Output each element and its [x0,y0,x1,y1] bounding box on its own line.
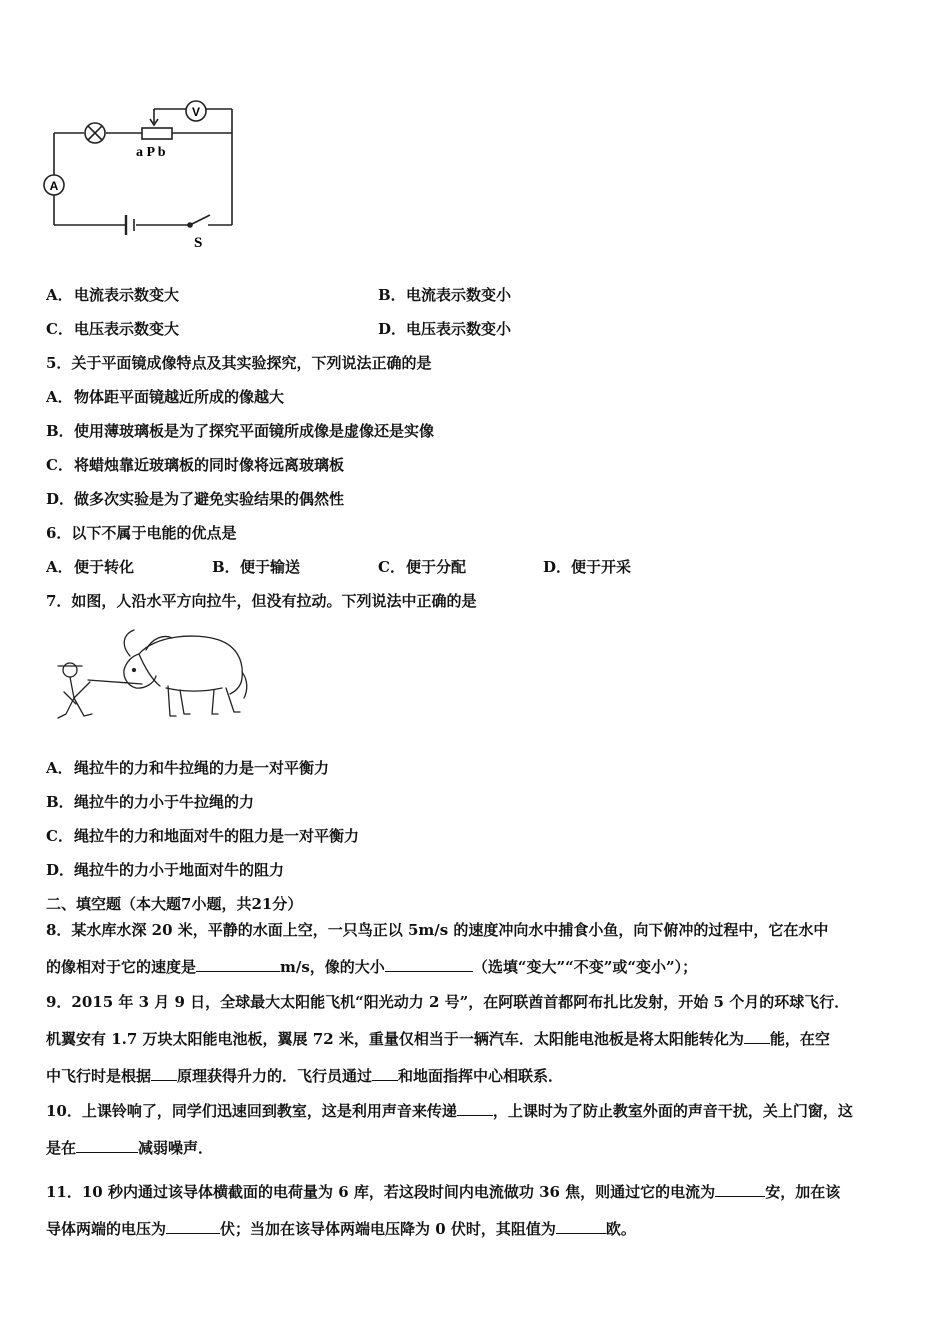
q6-option-b: B．便于输送 [212,558,301,576]
q9-blank-2[interactable] [151,1066,177,1081]
ammeter-label: A [49,179,59,193]
q5-stem: 5．关于平面镜成像特点及其实验探究，下列说法正确的是 [46,354,432,372]
q11-blank-3[interactable] [556,1219,606,1234]
q4-option-c: C．电压表示数变大 [46,320,180,338]
q7-option-d: D．绳拉牛的力小于地面对牛的阻力 [46,861,285,879]
q9-blank-1[interactable] [744,1029,770,1044]
q11-blank-1[interactable] [715,1182,765,1197]
q9-line3: 中飞行时是根据 原理获得升力的．飞行员通过 和地面指挥中心相联系． [46,1067,564,1085]
q8-blank-1[interactable] [196,957,280,972]
q5-option-d: D．做多次实验是为了避免实验结果的偶然性 [46,490,345,508]
q7-option-c: C．绳拉牛的力和地面对牛的阻力是一对平衡力 [46,827,360,845]
q9-line1: 9．2015 年 3 月 9 日，全球最大太阳能飞机“阳光动力 2 号”，在阿联酋首都阿布扎比发射，开始 5 个月的环球飞行． [46,993,850,1011]
q10-blank-2[interactable] [76,1138,138,1153]
q11-blank-2[interactable] [166,1219,220,1234]
q4-option-a: A．电流表示数变大 [46,286,180,304]
q8-blank-2[interactable] [385,957,473,972]
q7-option-a: A．绳拉牛的力和牛拉绳的力是一对平衡力 [46,759,330,777]
q7-option-b: B．绳拉牛的力小于牛拉绳的力 [46,793,255,811]
switch-label: S [194,235,203,251]
q9-line2: 机翼安有 1.7 万块太阳能电池板，翼展 72 米，重量仅相当于一辆汽车．太阳能电池板是将太阳能转化为 能，在空 [46,1030,830,1048]
q4-option-d: D．电压表示数变小 [378,320,512,338]
q10-line1: 10．上课铃响了，同学们迅速回到教室，这是利用声音来传递 ，上课时为了防止教室外面的声音干扰，关上门窗，这 [46,1102,853,1120]
q10-blank-1[interactable] [457,1101,493,1116]
q11-line1: 11．10 秒内通过该导体横截面的电荷量为 6 库，若这段时间内电流做功 36 焦，则通过它的电流为 安，加在该 [46,1183,841,1201]
section-title: 二、填空题（本大题7小题，共21分） [46,895,303,913]
q6-option-a: A．便于转化 [46,558,135,576]
q5-option-a: A．物体距平面镜越近所成的像越大 [46,388,285,406]
voltmeter-label: V [191,105,201,119]
circuit-diagram [40,95,240,255]
q7-stem: 7．如图，人沿水平方向拉牛，但没有拉动。下列说法中正确的是 [46,592,477,610]
q6-stem: 6．以下不属于电能的优点是 [46,524,237,542]
q5-option-b: B．使用薄玻璃板是为了探究平面镜所成像是虚像还是实像 [46,422,435,440]
q5-option-c: C．将蜡烛靠近玻璃板的同时像将远离玻璃板 [46,456,345,474]
q6-option-c: C．便于分配 [378,558,467,576]
q11-line2: 导体两端的电压为 伏；当加在该导体两端电压降为 0 伏时，其阻值为 欧。 [46,1220,636,1238]
q10-line2: 是在 减弱噪声． [46,1139,214,1157]
ox-pull-illustration [44,622,254,732]
q9-blank-3[interactable] [372,1066,398,1081]
q8-line1: 8．某水库水深 20 米，平静的水面上空，一只鸟正以 5m/s 的速度冲向水中捕食小鱼，向下俯冲的过程中，它在水中 [46,921,829,939]
q8-line2: 的像相对于它的速度是 m/s，像的大小 （选填“变大”“不变”或“变小”）； [46,958,698,976]
slider-label: a P b [136,145,166,160]
q4-option-b: B．电流表示数变小 [378,286,512,304]
q6-option-d: D．便于开采 [543,558,632,576]
